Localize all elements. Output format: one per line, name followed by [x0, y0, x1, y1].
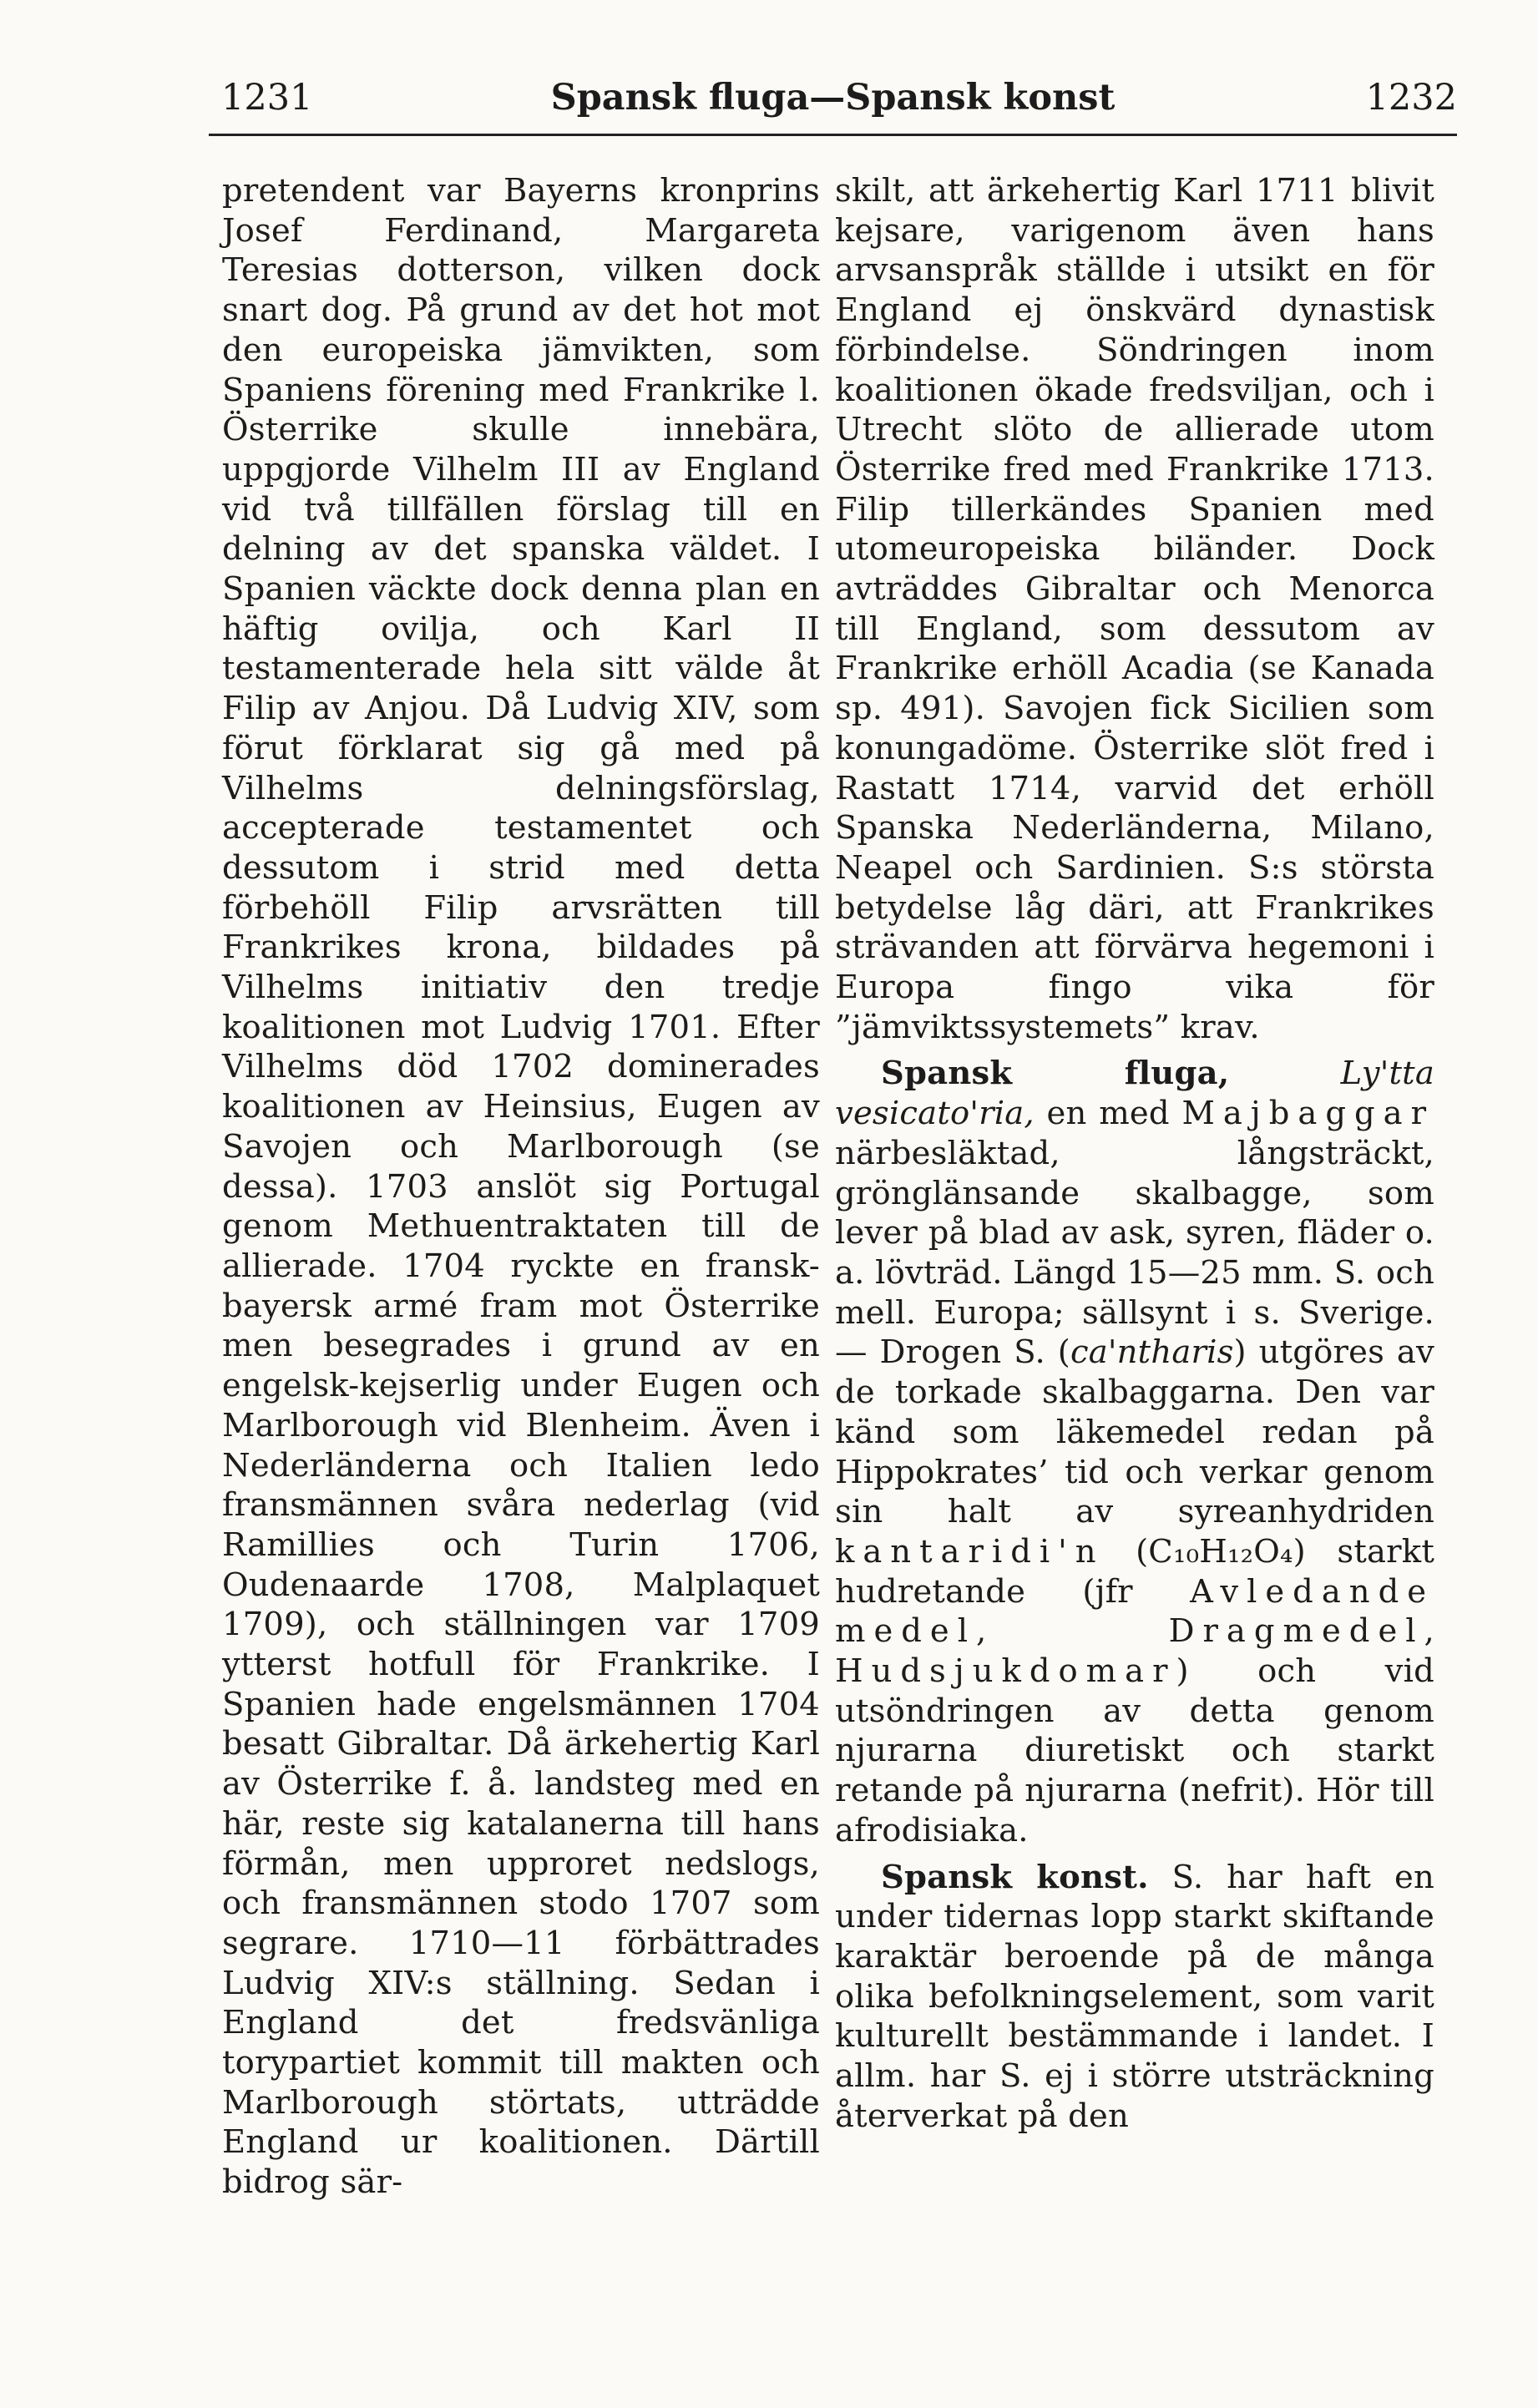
left-column	[222, 171, 820, 2203]
running-header	[209, 60, 1457, 135]
latin-name: Ly'tta vesicato'ria,	[835, 1055, 1434, 1133]
left-page-number: 1231	[221, 77, 313, 119]
entry-text: ) utgöres av de torkade skalbaggarna. Den var känd som läkemedel redan på Hippokrates’ tid och verkar genom sin halt av syreanhydriden	[835, 1333, 1434, 1531]
left-column-text: pretendent var Bayerns kronprins Josef Ferdinand, Margareta Teresias dotterson, vilken dock snart dog. På grund av det hot mot den europeiska jämvikten, som Spaniens förening med Frankrike l. Österrike skulle innebära, uppgjorde Vilhelm III av England vid två tillfällen förslag till en delning av det spanska väldet. I Spanien väckte dock denna plan en häftig ovilja, och Karl II testamenterade hela sitt välde åt Filip av Anjou. Då Ludvig XIV, som förut förklarat sig gå med på Vilhelms delningsförslag, accepterade testamentet och dessutom i strid med detta förbehöll Filip arvsrätten till Frankrikes krona, bildades på Vilhelms initiativ den tredje koalitionen mot Ludvig 1701. Efter Vilhelms död 1702 dominerades koalitionen av Heinsius, Eugen av Savojen och Marlborough (se dessa). 1703 anslöt sig Portugal genom Methuentraktaten till de allierade. 1704 ryckte en fransk-bayersk armé fram mot Österrike men besegrades i grund av en engelsk-kejserlig under Eugen och Marlborough vid Blenheim. Även i Nederländerna och Italien ledo fransmännen svåra nederlag (vid Ramillies och Turin 1706, Oudenaarde 1708, Malplaquet 1709), och ställningen var 1709 ytterst hotfull för Frankrike. I Spanien hade engelsmännen 1704 besatt Gibraltar. Då ärkehertig Karl av Österrike f. å. landsteg med en här, reste sig katalanerna till hans förmån, men upproret nedslogs, och fransmännen stodo 1707 som segrare. 1710—11 förbättrades Ludvig XIV:s ställning. Sedan i England det fredsvänliga torypartiet kommit till makten och Marlborough störtats, utträdde England ur koalitionen. Därtill bidrog sär-	[222, 172, 820, 2202]
entry-spansk-konst	[835, 1858, 1434, 2137]
cross-reference: Majbaggar	[1181, 1095, 1434, 1133]
entry-text: S. har haft en under tidernas lopp starkt skiftande karaktär beroende på de många olika befolkningselement, som varit kulturellt bestämmande i landet. I allm. har S. ej i större utsträckning återverkat på den	[835, 1858, 1434, 2135]
right-column	[835, 171, 1434, 2136]
cross-reference: Avledande medel	[835, 1572, 1434, 1651]
entry-text: (C₁₀H₁₂O₄) starkt hudretande (jfr	[835, 1532, 1434, 1611]
entry-text: ) och vid utsöndringen av detta genom njurarna diuretiskt och starkt retande på njurarna (nefrit). Hör till afrodisiaka.	[835, 1652, 1434, 1849]
right-page-number: 1232	[1365, 77, 1457, 119]
right-column-continuation: skilt, att ärkehertig Karl 1711 blivit kejsare, varigenom även hans arvsanspråk ställde i utsikt en för England ej önskvärd dynastisk förbindelse. Söndringen inom koalitionen ökade fredsviljan, och i Utrecht slöto de allierade utom Österrike fred med Frankrike 1713. Filip tillerkändes Spanien med utomeuropeiska biländer. Dock avträddes Gibraltar och Menorca till England, som dessutom av Frankrike erhöll Acadia (se Kanada sp. 491). Savojen fick Sicilien som konungadöme. Österrike slöt fred i Rastatt 1714, varvid det erhöll Spanska Nederländerna, Milano, Neapel och Sardinien. S:s största betydelse låg däri, att Frankrikes strävanden att förvärva hegemoni i Europa fingo vika för ”jämviktssystemets” krav.	[835, 172, 1434, 1046]
entry-spansk-fluga	[835, 1054, 1434, 1850]
entry-text: ,	[1424, 1612, 1434, 1651]
header-rule	[209, 134, 1457, 136]
entry-text: ,	[976, 1612, 1169, 1651]
running-title: Spansk fluga—Spansk konst	[550, 77, 1116, 119]
entry-text: en med	[1034, 1095, 1182, 1133]
entry-headword: Spansk konst.	[881, 1858, 1149, 1896]
entry-text: närbesläktad, långsträckt, grönglänsande skalbagge, som lever på blad av ask, syren, fläder o. a. lövträd. Längd 15—25 mm. S. och mell. Europa; sällsynt i s. Sverige. — Drogen S. (	[835, 1134, 1434, 1372]
cross-reference: Dragmedel	[1168, 1612, 1424, 1651]
entry-headword: Spansk fluga,	[881, 1055, 1230, 1093]
latin-name: ca'ntharis	[1070, 1333, 1234, 1372]
cross-reference: Hudsjukdomar	[835, 1652, 1176, 1691]
cross-reference: kantaridi'n	[835, 1532, 1105, 1571]
